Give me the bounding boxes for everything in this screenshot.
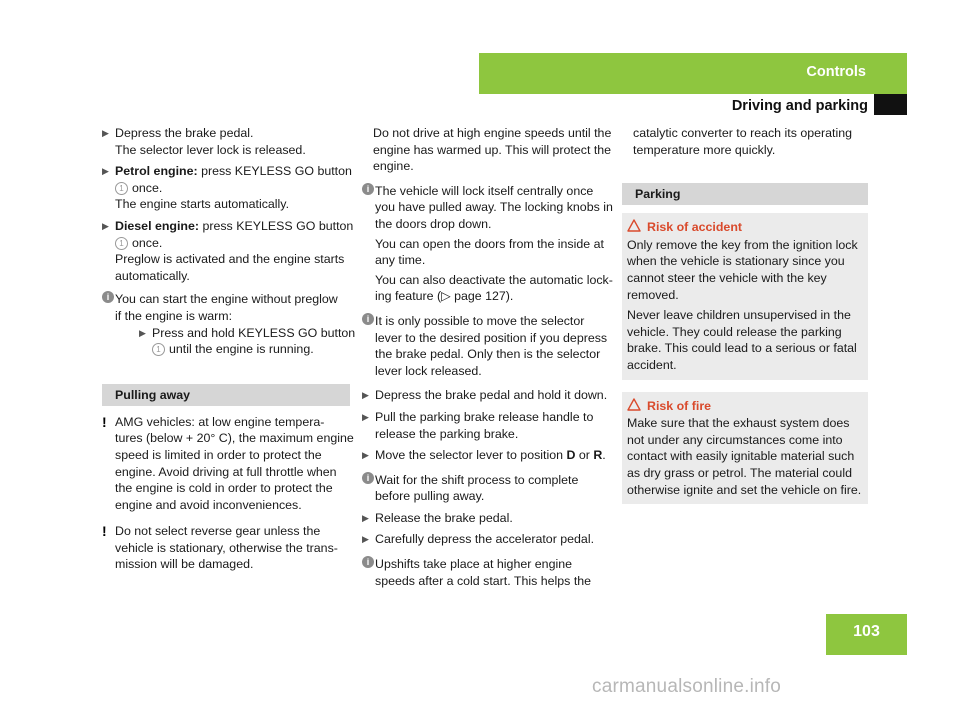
column-3	[622, 125, 868, 516]
step-move-selector	[362, 447, 608, 464]
text-line: speed is limited in order to protect the	[115, 447, 322, 462]
text-line: you have pulled away. The locking knobs in	[375, 200, 613, 215]
text-line: not under any circumstances come into	[627, 432, 843, 447]
watermark-text: carmanualsonline.info	[592, 676, 782, 697]
warning-title: Risk of fire	[647, 398, 712, 413]
text-line: otherwise ignite and set the vehicle on fire.	[627, 482, 862, 497]
text-line: the brake pedal. Only then is the selector	[375, 347, 601, 362]
text-line: engine and avoid inconveniences.	[115, 497, 302, 512]
text-line: engine has warmed up. This will protect the	[373, 142, 612, 157]
text-line: any time.	[375, 253, 426, 268]
note-reverse-gear	[102, 523, 350, 573]
step-accelerator	[362, 531, 608, 548]
info-preglow	[102, 291, 356, 357]
step-release-parking-brake	[362, 409, 608, 442]
section-header-parking: Parking	[622, 183, 868, 205]
text-line: cannot steer the vehicle with the key	[627, 270, 827, 285]
text-line: Do not drive at high engine speeds until the	[373, 126, 612, 140]
step-diesel-engine	[102, 218, 354, 284]
text-line: The vehicle will lock itself centrally once	[375, 183, 594, 198]
info-icon: i	[362, 313, 374, 325]
info-icon: i	[362, 183, 374, 195]
callout-number-icon: 1	[115, 237, 128, 250]
header-section-title: Controls	[806, 64, 866, 80]
page-number-box	[826, 614, 907, 655]
text-line: lever to the desired position if you depress	[375, 330, 608, 345]
text-line: when the vehicle is stationary since you	[627, 254, 845, 269]
info-icon: i	[362, 556, 374, 568]
text: once.	[132, 180, 163, 195]
text-line: AMG vehicles: at low engine tempera-	[115, 414, 325, 429]
arrow-right-icon: ▶	[139, 327, 146, 338]
info-upshifts	[362, 556, 608, 589]
arrow-right-icon: ▶	[362, 411, 369, 422]
text-line: temperature more quickly.	[633, 142, 776, 157]
text-line: accident.	[627, 357, 677, 372]
text: until the engine is running.	[169, 342, 314, 357]
text-line: the doors drop down.	[375, 216, 492, 231]
text-line: You can also deactivate the automatic lock-	[375, 272, 613, 287]
arrow-right-icon: ▶	[102, 220, 109, 231]
warning-triangle-icon	[627, 219, 641, 237]
step-petrol-engine	[102, 163, 350, 213]
text-line: engine. Avoid driving at full throttle when	[115, 464, 337, 479]
text-line: vehicle. They could release the parking	[627, 324, 842, 339]
text-line: Preglow is activated and the engine starts	[115, 252, 345, 267]
section-header-pulling-away: Pulling away	[102, 384, 350, 406]
text: once.	[132, 235, 163, 250]
warning-risk-of-accident	[622, 213, 868, 379]
text: Move the selector lever to position	[375, 448, 567, 463]
text-line: removed.	[627, 287, 679, 302]
text-line: Carefully depress the accelerator pedal.	[375, 532, 595, 547]
warning-risk-of-fire	[622, 392, 868, 505]
text-line: contact with easily ignitable material such	[627, 449, 855, 464]
label-diesel: Diesel engine:	[115, 218, 200, 233]
text-line: Wait for the shift process to complete	[375, 472, 579, 487]
text-line: You can start the engine without preglow	[115, 292, 338, 307]
arrow-right-icon: ▶	[102, 128, 109, 138]
exclamation-icon: !	[102, 413, 107, 430]
text-line: ing feature (▷ page 127).	[375, 289, 514, 304]
text-line: tures (below + 20° C), the maximum engine	[115, 431, 354, 446]
callout-number-icon: 1	[152, 343, 165, 356]
text: press KEYLESS GO button	[199, 218, 354, 233]
exclamation-icon: !	[102, 523, 107, 540]
gear-d: D	[566, 448, 576, 463]
text-line: brake. This could lead to a serious or fatal	[627, 341, 857, 356]
arrow-right-icon: ▶	[102, 166, 109, 177]
info-shift-process	[362, 472, 608, 505]
text-line: Never leave children unsupervised in the	[627, 308, 851, 323]
step-hold-brake	[362, 387, 608, 404]
text-line: Release the brake pedal.	[375, 510, 513, 525]
step-release-brake	[362, 510, 608, 527]
text-line: You can open the doors from the inside at	[375, 236, 604, 251]
info-icon: i	[102, 291, 114, 303]
text-line: before pulling away.	[375, 489, 485, 504]
text-line: mission will be damaged.	[115, 557, 254, 572]
page-number: 103	[853, 623, 880, 640]
text-line: Press and hold KEYLESS GO button	[152, 325, 356, 340]
text: or	[575, 448, 594, 463]
text: .	[602, 448, 606, 463]
text-line: engine.	[373, 159, 414, 174]
info-selector-lever	[362, 313, 608, 379]
text-line: if the engine is warm:	[115, 308, 233, 323]
header-section-bar	[479, 53, 907, 94]
text-line: the engine is cold in order to protect the	[115, 481, 333, 496]
warning-triangle-icon	[627, 398, 641, 416]
gear-r: R	[593, 448, 603, 463]
text-line: catalytic converter to reach its operating	[633, 126, 853, 140]
info-icon: i	[362, 472, 374, 484]
info-central-locking	[362, 183, 613, 305]
text-line: It is only possible to move the selector	[375, 313, 585, 328]
text-line: vehicle is stationary, otherwise the trans-	[115, 540, 338, 555]
sub-step-hold-button	[139, 325, 356, 358]
text-line: Do not select reverse gear unless the	[115, 524, 321, 539]
step-depress-brake	[102, 125, 350, 158]
paragraph-continued	[622, 125, 868, 158]
arrow-right-icon: ▶	[362, 512, 369, 523]
text: press KEYLESS GO button	[197, 164, 352, 179]
label-petrol: Petrol engine:	[115, 164, 198, 179]
warning-title: Risk of accident	[647, 220, 743, 235]
arrow-right-icon: ▶	[362, 534, 369, 545]
text-line: release the parking brake.	[375, 426, 519, 441]
text-line: speeds after a cold start. This helps the	[375, 573, 592, 588]
arrow-right-icon: ▶	[362, 390, 369, 401]
header-subsection-title: Driving and parking	[731, 98, 868, 114]
text-line: Depress the brake pedal.	[115, 126, 254, 140]
column-2	[362, 125, 613, 589]
header-tab-marker	[874, 94, 907, 115]
paragraph-high-speeds	[362, 125, 612, 175]
text-line: Make sure that the exhaust system does	[627, 416, 850, 431]
text-line: lever lock released.	[375, 363, 482, 378]
text-line: as dry grass or petrol. The material could	[627, 465, 852, 480]
text-line: automatically.	[115, 268, 190, 283]
note-amg	[102, 413, 354, 514]
column-1	[102, 125, 356, 573]
text-line: Depress the brake pedal and hold it down.	[375, 388, 608, 403]
text-line: The selector lever lock is released.	[115, 142, 306, 157]
text-line: Upshifts take place at higher engine	[375, 557, 572, 572]
text-line: The engine starts automatically.	[115, 197, 290, 212]
text-line: Only remove the key from the ignition lock	[627, 237, 858, 252]
callout-number-icon: 1	[115, 182, 128, 195]
arrow-right-icon: ▶	[362, 450, 369, 461]
text-line: Pull the parking brake release handle to	[375, 409, 594, 424]
